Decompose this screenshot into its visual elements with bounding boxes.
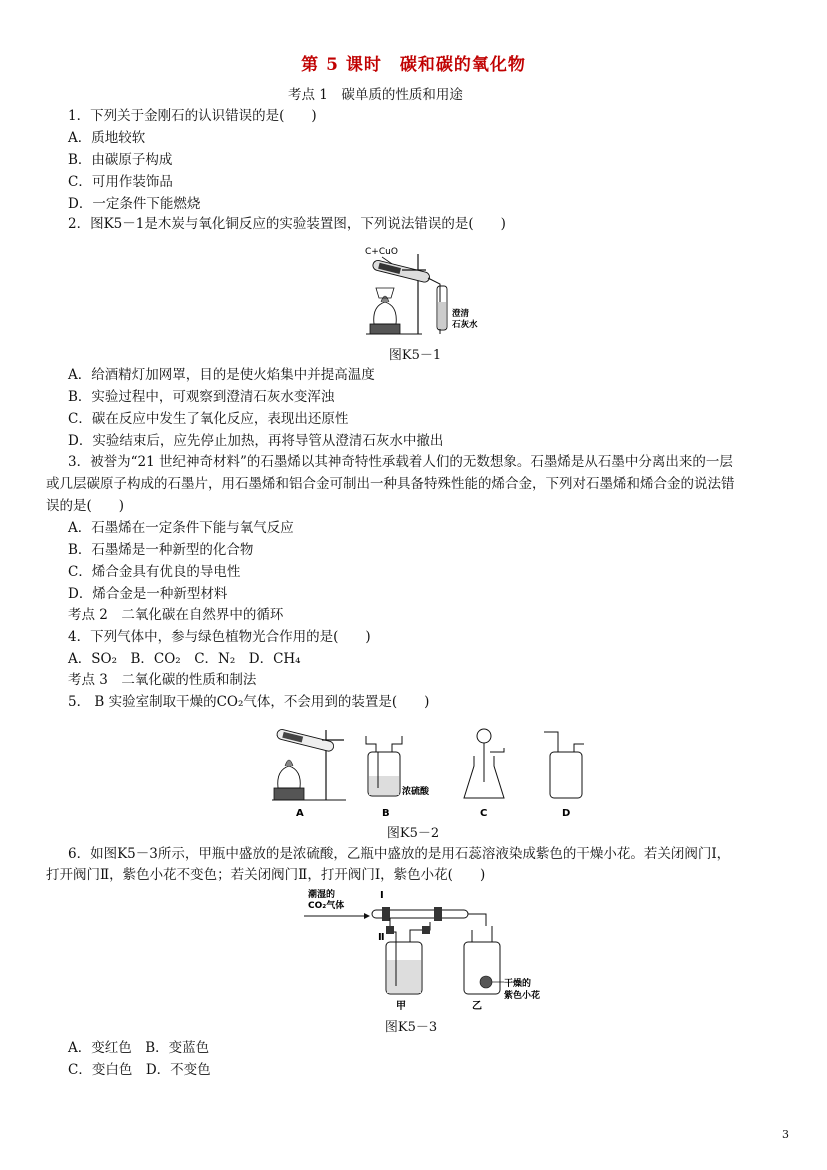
question-3-line-2: 或几层碳原子构成的石墨片，用石墨烯和铝合金可制出一种具备特殊性能的烯合金，下列对石墨烯和烯合金的说法错 bbox=[46, 476, 735, 492]
figure-k5-2-label-c: C bbox=[480, 808, 488, 819]
page-number: 3 bbox=[782, 1128, 789, 1141]
question-3-option-c: C．烯合金具有优良的导电性 bbox=[68, 564, 241, 580]
question-6-line-1: 6．如图K5－3所示，甲瓶中盛放的是浓硫酸，乙瓶中盛放的是用石蕊溶液染成紫色的干燥小花。若关闭阀门Ⅰ， bbox=[68, 846, 731, 862]
figure-k5-3-bottle-2-label: 乙 bbox=[472, 1001, 482, 1012]
figure-k5-2-caption: 图K5－2 bbox=[386, 826, 440, 841]
question-2-option-d: D．实验结束后，应先停止加热，再将导管从澄清石灰水中撤出 bbox=[68, 433, 444, 449]
figure-k5-1-limewater-label-1: 澄清 bbox=[452, 309, 470, 319]
section-heading-3: 考点 3 二氧化碳的性质和制法 bbox=[68, 672, 257, 688]
question-6-options-ab: A．变红色 B．变蓝色 bbox=[68, 1040, 210, 1056]
figure-k5-3-gas-label-2: CO₂气体 bbox=[308, 901, 345, 911]
page-title: 第 5 课时 碳和碳的氧化物 bbox=[301, 55, 526, 75]
question-3-option-d: D．烯合金是一种新型材料 bbox=[68, 586, 228, 602]
question-6-line-2: 打开阀门Ⅱ，紫色小花不变色；若关闭阀门Ⅱ，打开阀门Ⅰ，紫色小花( ) bbox=[46, 867, 486, 883]
question-3-option-b: B．石墨烯是一种新型的化合物 bbox=[68, 542, 254, 558]
figure-k5-3-gas-label-1: 潮湿的 bbox=[308, 890, 336, 900]
figure-k5-3-caption: 图K5－3 bbox=[384, 1020, 438, 1035]
figure-k5-3-apparatus bbox=[300, 886, 570, 1014]
figure-k5-2-label-b: B bbox=[382, 808, 390, 819]
figure-k5-1-reagent-label: C+CuO bbox=[365, 247, 398, 257]
figure-k5-3-flower-label-2: 紫色小花 bbox=[504, 991, 541, 1001]
question-2-stem: 2．图K5－1是木炭与氧化铜反应的实验装置图，下列说法错误的是( ) bbox=[68, 216, 506, 232]
figure-k5-2-apparatus bbox=[268, 722, 598, 822]
question-6-options-cd: C．变白色 D．不变色 bbox=[68, 1062, 211, 1078]
figure-k5-2-label-a: A bbox=[296, 808, 304, 819]
figure-k5-1-limewater-label-2: 石灰水 bbox=[452, 320, 478, 330]
section-heading-2: 考点 2 二氧化碳在自然界中的循环 bbox=[68, 607, 284, 623]
figure-k5-3-bottle-1-label: 甲 bbox=[396, 1001, 406, 1012]
figure-k5-2-label-d: D bbox=[562, 808, 571, 819]
question-3-line-3: 误的是( ) bbox=[46, 498, 125, 514]
figure-k5-3-valve-2-label: Ⅱ bbox=[378, 932, 385, 943]
question-2-option-a: A．给酒精灯加网罩，目的是使火焰集中并提高温度 bbox=[68, 367, 375, 383]
question-1-option-d: D．一定条件下能燃烧 bbox=[68, 196, 201, 212]
question-4-options: A．SO₂ B．CO₂ C．N₂ D．CH₄ bbox=[68, 651, 301, 667]
question-4-stem: 4．下列气体中，参与绿色植物光合作用的是( ) bbox=[68, 629, 371, 645]
figure-k5-2-acid-label: 浓硫酸 bbox=[402, 787, 430, 797]
question-2-option-c: C．碳在反应中发生了氧化反应，表现出还原性 bbox=[68, 411, 349, 427]
figure-k5-1-apparatus bbox=[360, 240, 500, 340]
question-5-stem: 5． B 实验室制取干燥的CO₂气体，不会用到的装置是( ) bbox=[68, 694, 430, 710]
question-3-line-1: 3．被誉为“21 世纪神奇材料”的石墨烯以其神奇特性承载着人们的无数想象。石墨烯是从石墨中分离出来的一层 bbox=[68, 454, 733, 470]
figure-k5-1-caption: 图K5－1 bbox=[388, 348, 442, 363]
question-1-option-a: A．质地较软 bbox=[68, 130, 146, 146]
question-3-option-a: A．石墨烯在一定条件下能与氧气反应 bbox=[68, 520, 294, 536]
question-2-option-b: B．实验过程中，可观察到澄清石灰水变浑浊 bbox=[68, 389, 335, 405]
figure-k5-3-valve-1-label: Ⅰ bbox=[380, 890, 384, 901]
question-1-stem: 1．下列关于金刚石的认识错误的是( ) bbox=[68, 108, 317, 124]
figure-k5-3-flower-label-1: 干燥的 bbox=[504, 979, 532, 989]
question-1-option-b: B．由碳原子构成 bbox=[68, 152, 173, 168]
question-1-option-c: C．可用作装饰品 bbox=[68, 174, 173, 190]
section-heading-1: 考点 1 碳单质的性质和用途 bbox=[288, 87, 463, 103]
